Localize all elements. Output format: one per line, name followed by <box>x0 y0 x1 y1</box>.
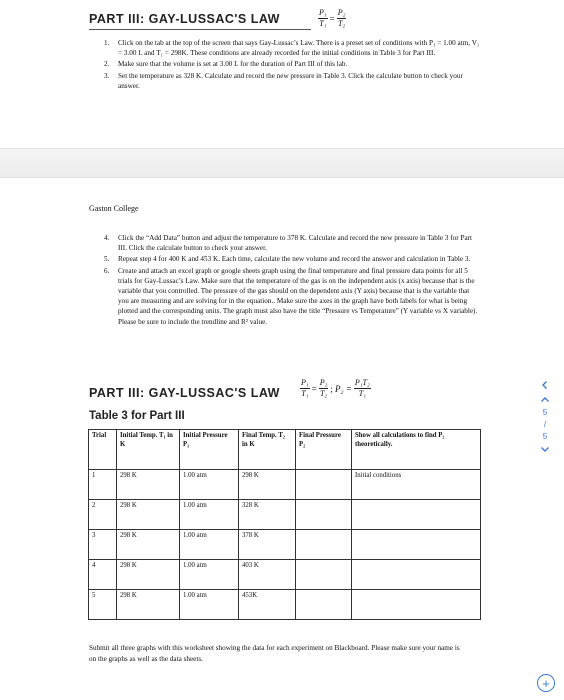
document-page-1 <box>0 0 564 148</box>
zoom-in-button[interactable] <box>537 674 555 692</box>
table-row <box>89 530 481 560</box>
document-page-2 <box>0 178 564 700</box>
list-item: 5. Repeat step 4 for 400 K and 453 K. Each time, calculate the new volume and record the answer and calculation in Table 3. <box>104 255 471 264</box>
table-cell: 298 K <box>117 530 180 560</box>
table-row <box>89 590 481 620</box>
table-cell: 4 <box>89 560 117 590</box>
table-title: Table 3 for Part III <box>89 410 185 422</box>
table-cell <box>352 500 481 530</box>
instructions-list <box>104 38 480 92</box>
column-header: Initial Pressure P₁ <box>180 430 239 470</box>
table-row <box>89 500 481 530</box>
table-cell <box>296 560 352 590</box>
table-cell: 298 K <box>117 560 180 590</box>
table-cell: 403 K <box>239 560 296 590</box>
section-heading: PART III: GAY-LUSSAC'S LAW <box>89 12 280 26</box>
table-cell <box>296 500 352 530</box>
table-cell: 1.00 atm <box>180 470 239 500</box>
table-cell: 1.00 atm <box>180 500 239 530</box>
chevron-down-icon[interactable] <box>540 444 550 454</box>
table-header-row <box>89 430 481 470</box>
table-cell: 1.00 atm <box>180 560 239 590</box>
gay-lussac-formula: $\frac{\text{P₁}}{\text{T₁}}$ = $\frac{\text{P₂}}{\text{T₂}}$ <box>319 8 346 28</box>
chevron-left-icon[interactable] <box>540 380 550 390</box>
table-cell <box>352 560 481 590</box>
heading-underline <box>89 29 311 30</box>
table-cell: 1.00 atm <box>180 530 239 560</box>
column-header: Final Pressure P₂ <box>296 430 352 470</box>
list-item: 4. Click the “Add Data” button and adjust the temperature to 378 K. Calculate and record the new pressure in Table 3 for Part III. Click the calculate button to check your answer. <box>104 234 473 253</box>
page-header: Gaston College <box>89 204 139 213</box>
table-cell: 1.00 atm <box>180 590 239 620</box>
table-cell <box>352 530 481 560</box>
table-cell: 298 K <box>117 470 180 500</box>
table-row <box>89 470 481 500</box>
table-cell <box>352 590 481 620</box>
table-cell: 5 <box>89 590 117 620</box>
table-cell: 298 K <box>117 590 180 620</box>
list-item: 3. Set the temperature as 328 K. Calculate and record the new pressure in Table 3. Click the calculate button to check your answer. <box>104 71 463 90</box>
list-item: 1. Click on the tab at the top of the screen that says Gay-Lussac’s Law. There is a preset set of conditions with P₁ = 1.00 atm, V₁ = 3.00 L and T₁ = 298K. These conditions are already recorded for the initial conditions in Table 3 for Part III. <box>104 39 480 58</box>
gay-lussac-formula: $\frac{\text{P₁}}{\text{T₁}}$ = $\frac{\text{P₂}}{\text{T₂}}$ ; P₂ = $\frac{\text{P₁T₂}}{\text{T₁}}$ <box>301 378 370 398</box>
table-cell: Initial conditions <box>352 470 481 500</box>
table-cell: 2 <box>89 500 117 530</box>
total-pages: 5 <box>542 432 548 441</box>
section-heading: PART III: GAY-LUSSAC'S LAW <box>89 386 280 400</box>
table-cell: 328 K <box>239 500 296 530</box>
table-cell: 3 <box>89 530 117 560</box>
table-cell: 453K <box>239 590 296 620</box>
column-header: Trial <box>89 430 117 470</box>
table-row <box>89 560 481 590</box>
table-cell: 378 K <box>239 530 296 560</box>
zoom-in-icon: + <box>542 675 550 691</box>
page-separator <box>0 148 564 178</box>
table-cell <box>296 470 352 500</box>
column-header: Final Temp. T₂ in K <box>239 430 296 470</box>
page-navigator <box>534 380 556 470</box>
table-cell <box>296 530 352 560</box>
current-page-number: 5 <box>542 408 548 417</box>
instructions-list <box>104 233 480 328</box>
data-table <box>88 429 481 620</box>
list-item: 2. Make sure that the volume is set at 3.00 L for the duration of Part III of this lab. <box>104 60 348 69</box>
table-cell: 298 K <box>117 500 180 530</box>
submission-note: Submit all three graphs with this worksheet showing the data for each experiment on Blackboard. Please make sure your name is on the graphs as well as the data sheets. <box>89 644 460 663</box>
column-header: Show all calculations to find P₂ theoretically. <box>352 430 481 470</box>
table-cell: 1 <box>89 470 117 500</box>
column-header: Initial Temp. T₁ in K <box>117 430 180 470</box>
list-item: 6. Create and attach an excel graph or google sheets graph using the final temperature and final pressure data points for all 5 trials for Gay-Lussac’s Law. Make sure that the temperature of the gas is on the independent axis (x axis) because that is the variable that you controlled. The pressure of the gas should on the dependent axis (Y axis) because that is the variable that you are measuring and are solving for in the equation.. Make sure the axes in the graph have both labels for what is being plotted and the corresponding units. The graph must also have the title “Pressure vs Temperature” (Y variable vs X variable). Please be sure to include the trendline and R² value. <box>104 266 478 326</box>
table-cell: 298 K <box>239 470 296 500</box>
chevron-up-icon[interactable] <box>540 395 550 405</box>
table-cell <box>296 590 352 620</box>
page-separator-slash: / <box>543 420 547 429</box>
